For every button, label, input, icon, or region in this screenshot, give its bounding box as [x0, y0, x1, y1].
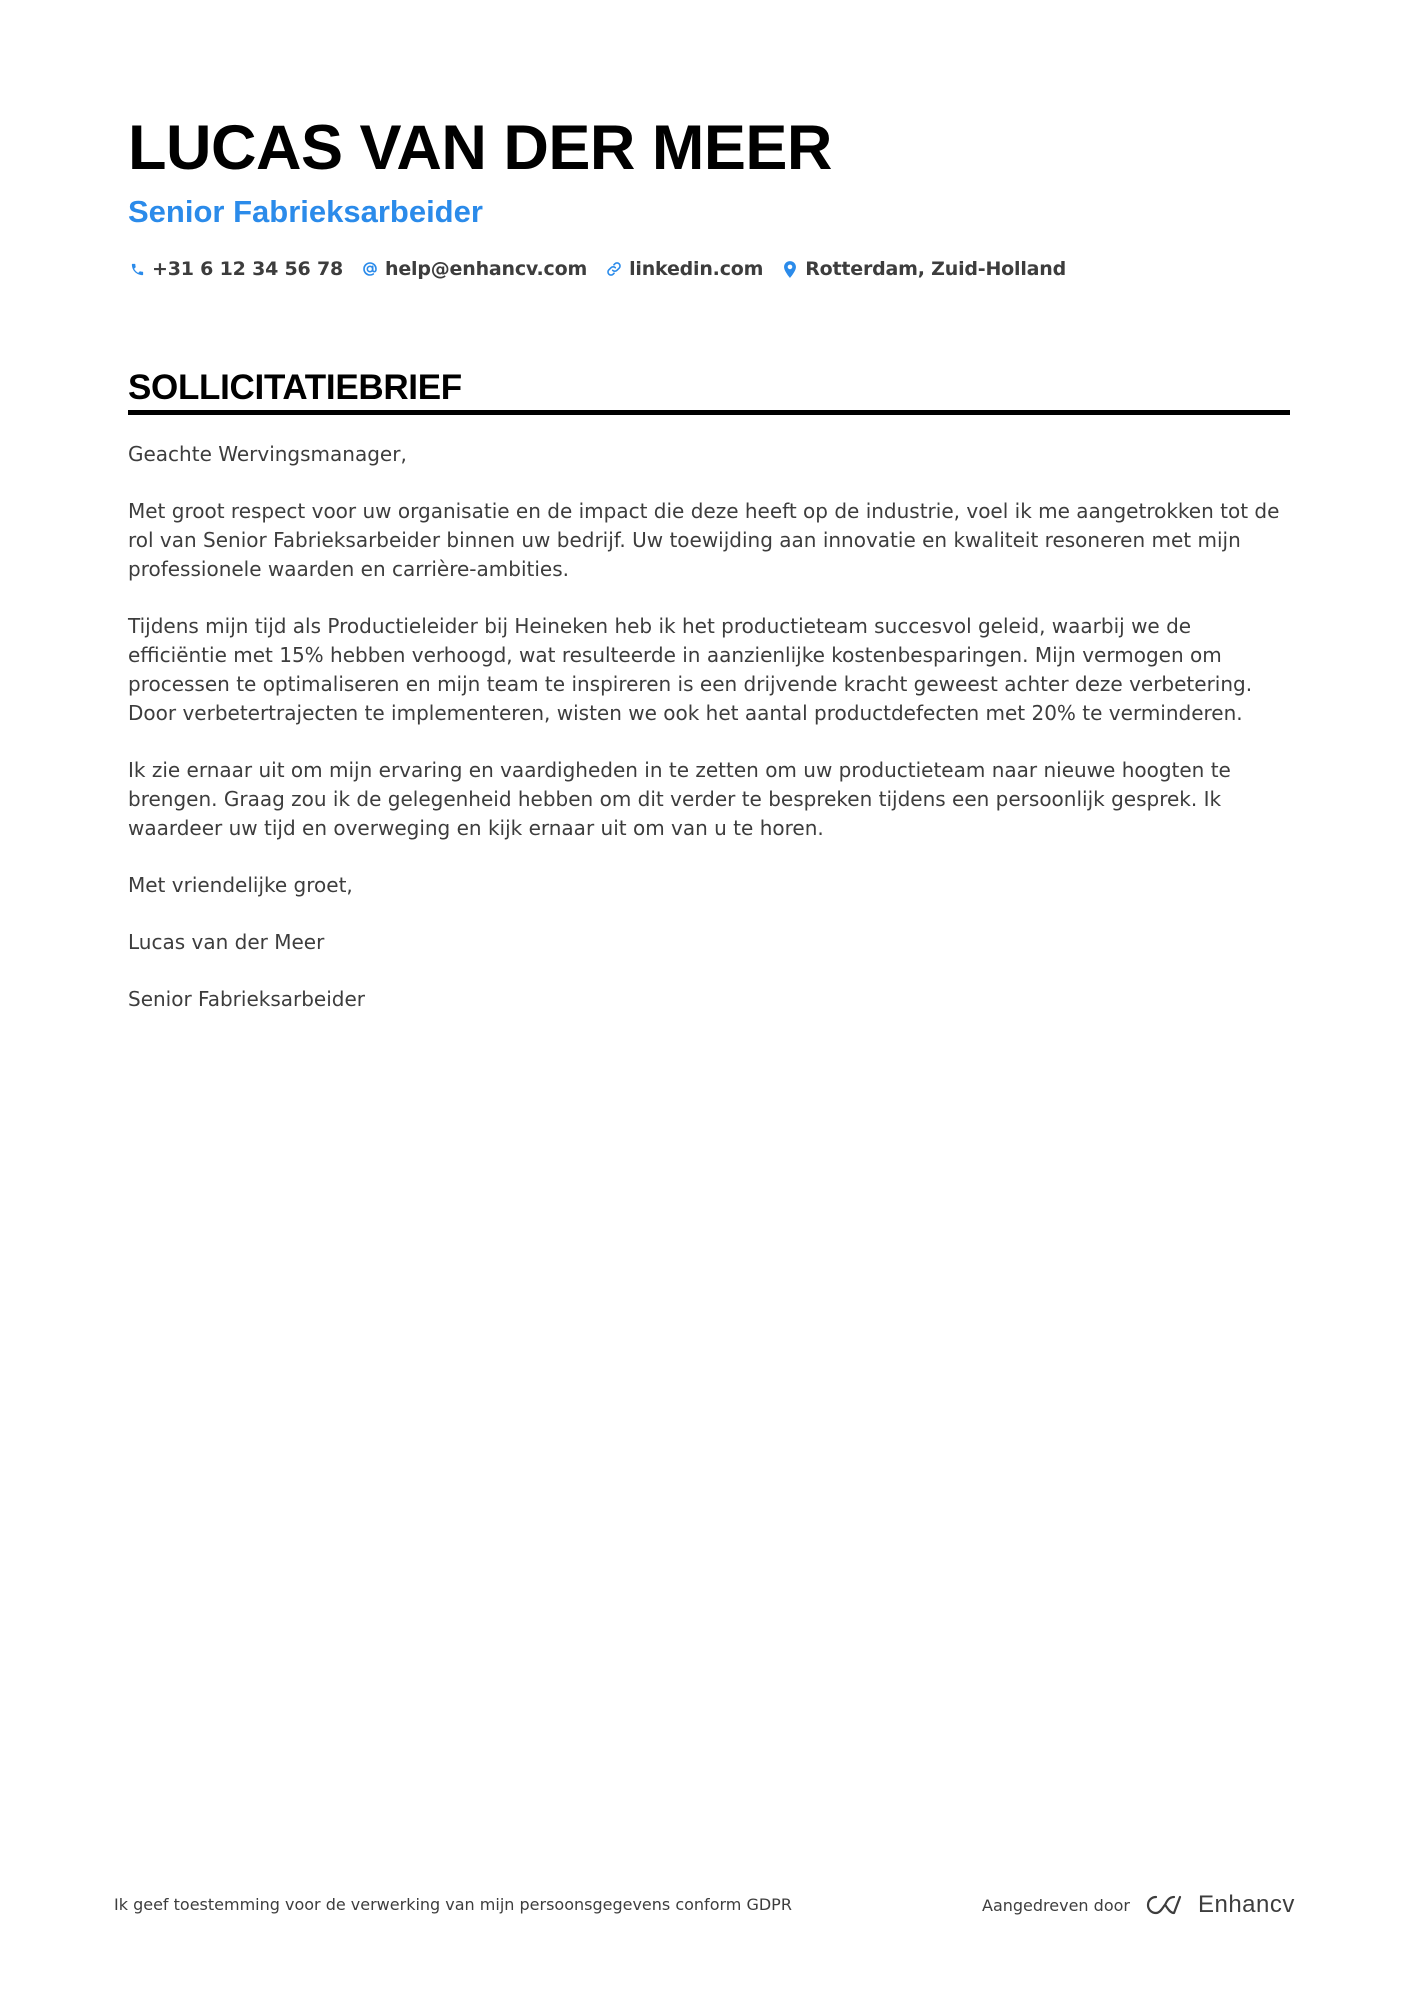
section-divider	[128, 410, 1290, 415]
contact-location	[781, 258, 1066, 280]
link-icon	[605, 258, 623, 280]
contact-location-text: Rotterdam, Zuid-Holland	[805, 258, 1067, 280]
gdpr-consent-text: Ik geef toestemming voor de verwerking van mijn persoonsgegevens conform GDPR	[114, 1895, 792, 1914]
section-heading: SOLLICITATIEBRIEF	[128, 368, 462, 407]
contact-bar	[128, 254, 1084, 284]
letter-paragraph: Met groot respect voor uw organisatie en de impact die deze heeft op de industrie, voel ik me aangetrokken tot de rol van Senior Fabrieksarbeider binnen uw bedrijf. Uw toewijding aan innovatie en kwaliteit resoneren met mijn professionele waarden en carrière-ambities.	[128, 499, 1280, 581]
contact-email[interactable]	[361, 258, 587, 280]
enhancv-logo-icon	[1142, 1892, 1188, 1918]
letter-paragraph: Tijdens mijn tijd als Productieleider bij Heineken heb ik het productieteam succesvol geleid, waarbij we de efficiëntie met 15% hebben verhoogd, wat resulteerde in aanzienlijke kostenbesparingen. Mijn vermogen om processen te optimaliseren en mijn team te inspireren is een drijvende kracht geweest achter deze verbetering. Door verbetertrajecten te implementeren, wisten we ook het aantal productdefecten met 20% te verminderen.	[128, 614, 1253, 725]
letter-closing: Met vriendelijke groet,	[128, 873, 353, 897]
contact-email-text[interactable]: help@enhancv.com	[385, 258, 588, 280]
letter-paragraph: Ik zie ernaar uit om mijn ervaring en vaardigheden in te zetten om uw productieteam naar nieuwe hoogten te brengen. Graag zou ik de gelegenheid hebben om dit verder te bespreken tijdens een persoonlijk gesprek. Ik waardeer uw tijd en overweging en kijk ernaar uit om van u te horen.	[128, 758, 1231, 840]
powered-by-badge[interactable]	[982, 1888, 1295, 1922]
contact-linkedin[interactable]	[605, 258, 763, 280]
location-pin-icon	[781, 258, 799, 280]
applicant-name: LUCAS VAN DER MEER	[128, 113, 832, 183]
powered-by-label: Aangedreven door	[982, 1895, 1130, 1915]
phone-icon	[128, 258, 146, 280]
signature-title: Senior Fabrieksarbeider	[128, 987, 366, 1011]
enhancv-logo-text: Enhancv	[1197, 1891, 1295, 1918]
letter-salutation: Geachte Wervingsmanager,	[128, 442, 407, 466]
at-icon	[361, 258, 379, 280]
contact-phone	[128, 258, 343, 280]
applicant-job-title: Senior Fabrieksarbeider	[128, 194, 483, 229]
letter-body	[128, 440, 1290, 1042]
contact-phone-text: +31 6 12 34 56 78	[152, 258, 344, 280]
signature-name: Lucas van der Meer	[128, 930, 325, 954]
contact-linkedin-text[interactable]: linkedin.com	[629, 258, 764, 280]
